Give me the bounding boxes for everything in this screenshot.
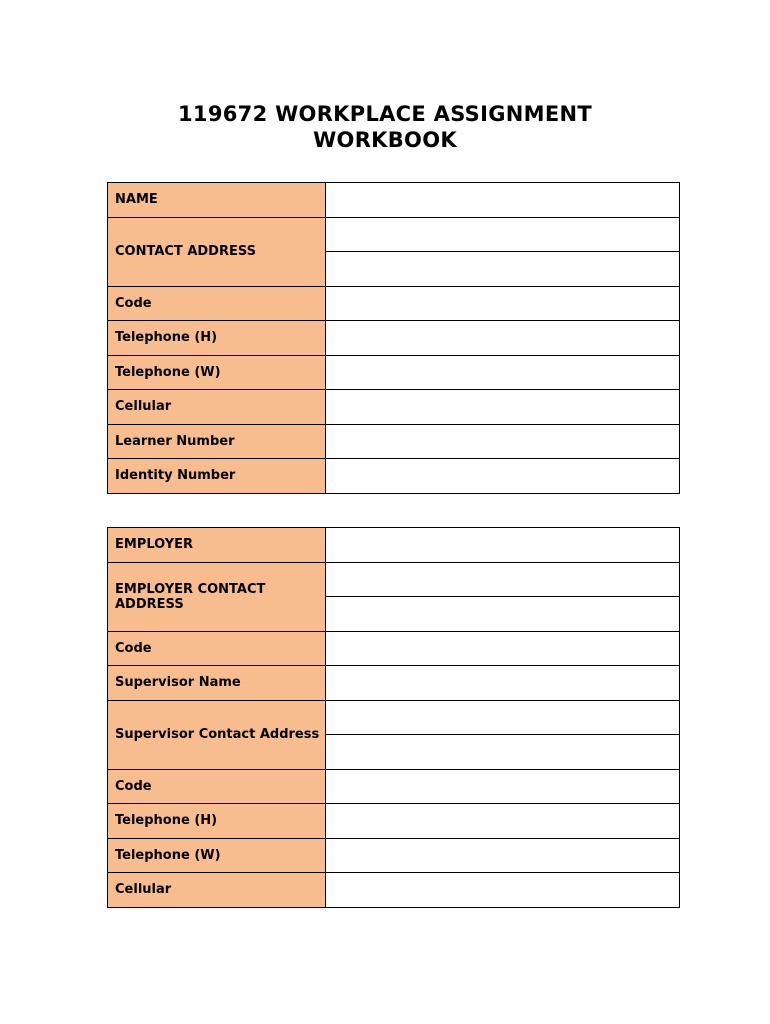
table-row	[108, 459, 680, 494]
employer-contact-address-field-line-2[interactable]	[326, 597, 680, 632]
supervisor-telephone-work-label: Telephone (W)	[108, 838, 326, 873]
identity-number-label: Identity Number	[108, 459, 326, 494]
contact-address-label: CONTACT ADDRESS	[108, 217, 326, 286]
title-line-1: 119672 WORKPLACE ASSIGNMENT	[178, 102, 592, 126]
supervisor-telephone-home-field[interactable]	[326, 804, 680, 839]
employer-contact-address-field-line-1[interactable]	[326, 562, 680, 597]
contact-address-field-line-2[interactable]	[326, 252, 680, 287]
telephone-work-label: Telephone (W)	[108, 355, 326, 390]
supervisor-contact-address-label: Supervisor Contact Address	[108, 700, 326, 769]
employer-code-field[interactable]	[326, 631, 680, 666]
supervisor-name-label: Supervisor Name	[108, 666, 326, 701]
supervisor-name-field[interactable]	[326, 666, 680, 701]
code-label: Code	[108, 286, 326, 321]
table-row	[108, 286, 680, 321]
code-field[interactable]	[326, 286, 680, 321]
table-row	[108, 424, 680, 459]
table-row	[108, 183, 680, 218]
table-row	[108, 390, 680, 425]
name-label: NAME	[108, 183, 326, 218]
cellular-label: Cellular	[108, 390, 326, 425]
supervisor-cellular-field[interactable]	[326, 873, 680, 908]
title-line-2: WORKBOOK	[313, 128, 457, 152]
telephone-home-field[interactable]	[326, 321, 680, 356]
employer-details-table	[107, 527, 680, 908]
supervisor-code-field[interactable]	[326, 769, 680, 804]
learner-number-field[interactable]	[326, 424, 680, 459]
supervisor-telephone-work-field[interactable]	[326, 838, 680, 873]
table-row	[108, 804, 680, 839]
table-row	[108, 769, 680, 804]
table-row	[108, 666, 680, 701]
table-row	[108, 528, 680, 563]
employer-label: EMPLOYER	[108, 528, 326, 563]
employer-field[interactable]	[326, 528, 680, 563]
table-row	[108, 321, 680, 356]
supervisor-telephone-home-label: Telephone (H)	[108, 804, 326, 839]
supervisor-contact-address-field-line-2[interactable]	[326, 735, 680, 770]
learner-number-label: Learner Number	[108, 424, 326, 459]
contact-address-field-line-1[interactable]	[326, 217, 680, 252]
name-field[interactable]	[326, 183, 680, 218]
table-row	[108, 838, 680, 873]
employer-code-label: Code	[108, 631, 326, 666]
employer-contact-address-label: EMPLOYER CONTACT ADDRESS	[108, 562, 326, 631]
table-row	[108, 562, 680, 597]
telephone-work-field[interactable]	[326, 355, 680, 390]
document-title	[0, 101, 770, 153]
telephone-home-label: Telephone (H)	[108, 321, 326, 356]
supervisor-cellular-label: Cellular	[108, 873, 326, 908]
table-row	[108, 873, 680, 908]
table-row	[108, 631, 680, 666]
cellular-field[interactable]	[326, 390, 680, 425]
table-row	[108, 217, 680, 252]
table-row	[108, 355, 680, 390]
supervisor-code-label: Code	[108, 769, 326, 804]
supervisor-contact-address-field-line-1[interactable]	[326, 700, 680, 735]
table-row	[108, 700, 680, 735]
learner-details-table	[107, 182, 680, 494]
identity-number-field[interactable]	[326, 459, 680, 494]
